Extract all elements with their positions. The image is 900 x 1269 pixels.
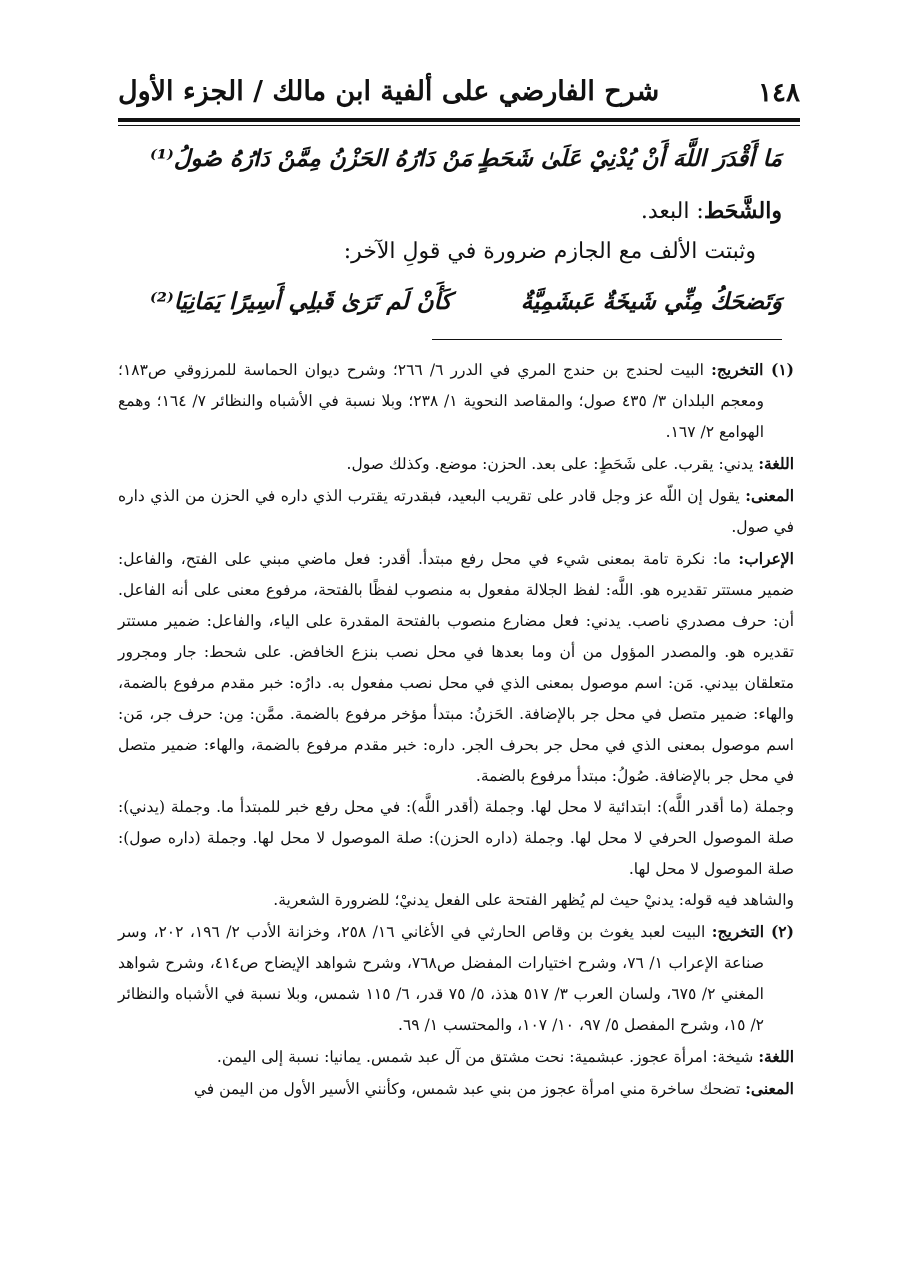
footnote-1-shahid: والشاهد فيه قوله: يدنيْ حيث لم يُظهر الفتحة على الفعل يدنيْ؛ للضرورة الشعرية. bbox=[273, 891, 794, 909]
footnote-1-irab-label: الإعراب: bbox=[738, 549, 794, 568]
header-rule-thick bbox=[118, 118, 800, 122]
footnote-2-mana-label: المعنى: bbox=[745, 1079, 794, 1098]
verse-1-second-hemistich: مَنْ دَارُهُ الحَزْنُ مِمَّنْ دَارُهُ صُولُ⁽¹⁾ bbox=[150, 145, 473, 172]
footnote-1-takhrij bbox=[118, 354, 794, 448]
footnote-2-mana bbox=[118, 1073, 794, 1105]
verse-2-first-hemistich: وَتَضحَكُ مِنِّي شَيخَةٌ عَبشَمِيَّةٌ bbox=[520, 288, 782, 315]
verse-line-1 bbox=[150, 142, 782, 176]
footnote-1-irab bbox=[118, 543, 794, 792]
footnote-2-lugha-text: شيخة: امرأة عجوز. عبشمية: نحت مشتق من آل عبد شمس. يمانيا: نسبة إلى اليمن. bbox=[216, 1048, 754, 1066]
running-title: شرح الفارضي على ألفية ابن مالك / الجزء الأول bbox=[118, 76, 660, 107]
footnote-2-mana-text: تضحك ساخرة مني امرأة عجوز من بني عبد شمس، وكأنني الأسير الأول من اليمن في bbox=[193, 1080, 741, 1098]
footnote-2-lugha bbox=[118, 1041, 794, 1073]
footnote-2-takhrij bbox=[118, 916, 794, 1041]
footnote-1-irab-text: ما: نكرة تامة بمعنى شيء في محل رفع مبتدأ. أقدر: فعل ماضي مبني على الفتح، والفاعل: ضمير مستتر تقديره هو. اللَّه: لفظ الجلالة مفعول به منصوب لفظًا بالفتحة، مرفوع معنى على أنه الفاعل. أن: حرف مصدري ناصب. يدني: فعل مضارع منصوب بالفتحة المقدرة على الياء، والفاعل: ضمير مستتر تقديره هو. والمصدر المؤول من أن وما بعدها في محل نصب بنزع الخافض. على شحط: جار ومجرور متعلقان بيدني. مَن: اسم موصول بمعنى الذي في محل نصب مفعول به. دارُه: خبر مقدم مرفوع بالضمة، والهاء: ضمير متصل في محل جر بالإضافة. الحَزنُ: مبتدأ مؤخر مرفوع بالضمة. ممَّن: مِن: حرف جر، مَن: اسم موصول بمعنى الذي في محل جر بحرف الجر. داره: خبر مقدم مرفوع بالضمة، والهاء: ضمير متصل في محل جر بالإضافة. صُولُ: مبتدأ مرفوع بالضمة. bbox=[118, 550, 794, 785]
footnote-1-mana bbox=[118, 480, 794, 543]
page-number: ١٤٨ bbox=[758, 78, 800, 108]
footnote-1-mana-label: المعنى: bbox=[745, 486, 795, 505]
running-header bbox=[118, 72, 800, 116]
footnote-separator bbox=[432, 339, 782, 340]
definition-line bbox=[150, 194, 782, 229]
footnote-1-mana-text: يقول إن اللّه عز وجل قادر على تقريب البعيد، فبقدرته يقترب الذي داره في الحزن من الذي داره في صول. bbox=[118, 487, 794, 536]
verse-2-second-hemistich: كَأَنْ لَم تَرَىٰ قَبلِي أَسِيرًا يَمَانِيَا⁽²⁾ bbox=[150, 288, 452, 315]
verse-1-first-hemistich: مَا أَقْدَرَ اللَّهَ أَنْ يُدْنِيْ عَلَىٰ شَحَطٍ bbox=[476, 145, 782, 172]
footnote-1-label: (١) التخريج: bbox=[711, 360, 794, 379]
footnote-1-lugha-label: اللغة: bbox=[758, 454, 794, 473]
footnote-1-text: البيت لحندج بن حندج المري في الدرر ٦/ ٢٦٦؛ وشرح ديوان الحماسة للمرزوقي ص١٨٣؛ ومعجم البلدان ٣/ ٤٣٥ صول؛ والمقاصد النحوية ١/ ٢٣٨؛ وبلا نسبة في الأشباه والنظائر ٧/ ١٦٤؛ وهمع الهوامع ٢/ ١٦٧. bbox=[118, 361, 764, 441]
main-text bbox=[150, 138, 782, 319]
footnote-2-label: (٢) التخريج: bbox=[711, 922, 794, 941]
header-rule-thin bbox=[118, 125, 800, 126]
definition-text: : البعد. bbox=[640, 199, 704, 224]
footnote-2-lugha-label: اللغة: bbox=[758, 1047, 794, 1066]
verse-line-2 bbox=[150, 285, 782, 319]
intro-line: وثبتت الألف مع الجازم ضرورة في قولِ الآخر: bbox=[343, 239, 756, 264]
definition-term: والشَّحَط bbox=[703, 198, 782, 224]
footnote-1-lugha-text: يدني: يقرب. على شَحَطٍ: على بعد. الحزن: موضع. وكذلك صول. bbox=[346, 455, 754, 473]
footnotes bbox=[118, 354, 794, 1105]
footnote-2-text: البيت لعبد يغوث بن وقاص الحارثي في الأغاني ١٦/ ٢٥٨، وخزانة الأدب ٢/ ١٩٦، ٢٠٢، وسر صناعة الإعراب ١/ ٧٦، وشرح اختيارات المفضل ص٧٦٨، وشرح شواهد الإيضاح ص٤١٤، وشرح شواهد المغني ٢/ ٦٧٥، ولسان العرب ٣/ ٥١٧ هذذ، ٥/ ٧٥ قدر، ٦/ ١١٥ شمس، وبلا نسبة في الأشباه والنظائر ٢/ ١٥، وشرح المفصل ٥/ ٩٧، ١٠/ ١٠٧، والمحتسب ١/ ٦٩. bbox=[118, 923, 764, 1034]
footnote-1-jumal: وجملة (ما أقدر اللَّه): ابتدائية لا محل لها. وجملة (أقدر اللَّه): في محل رفع خبر للمبتدأ ما. وجملة (يدني): صلة الموصول الحرفي لا محل لها. وجملة (داره الحزن): صلة الموصول لا محل لها. وجملة (داره صول): صلة الموصول لا محل لها. bbox=[118, 798, 794, 878]
footnote-1-lugha bbox=[118, 448, 794, 480]
